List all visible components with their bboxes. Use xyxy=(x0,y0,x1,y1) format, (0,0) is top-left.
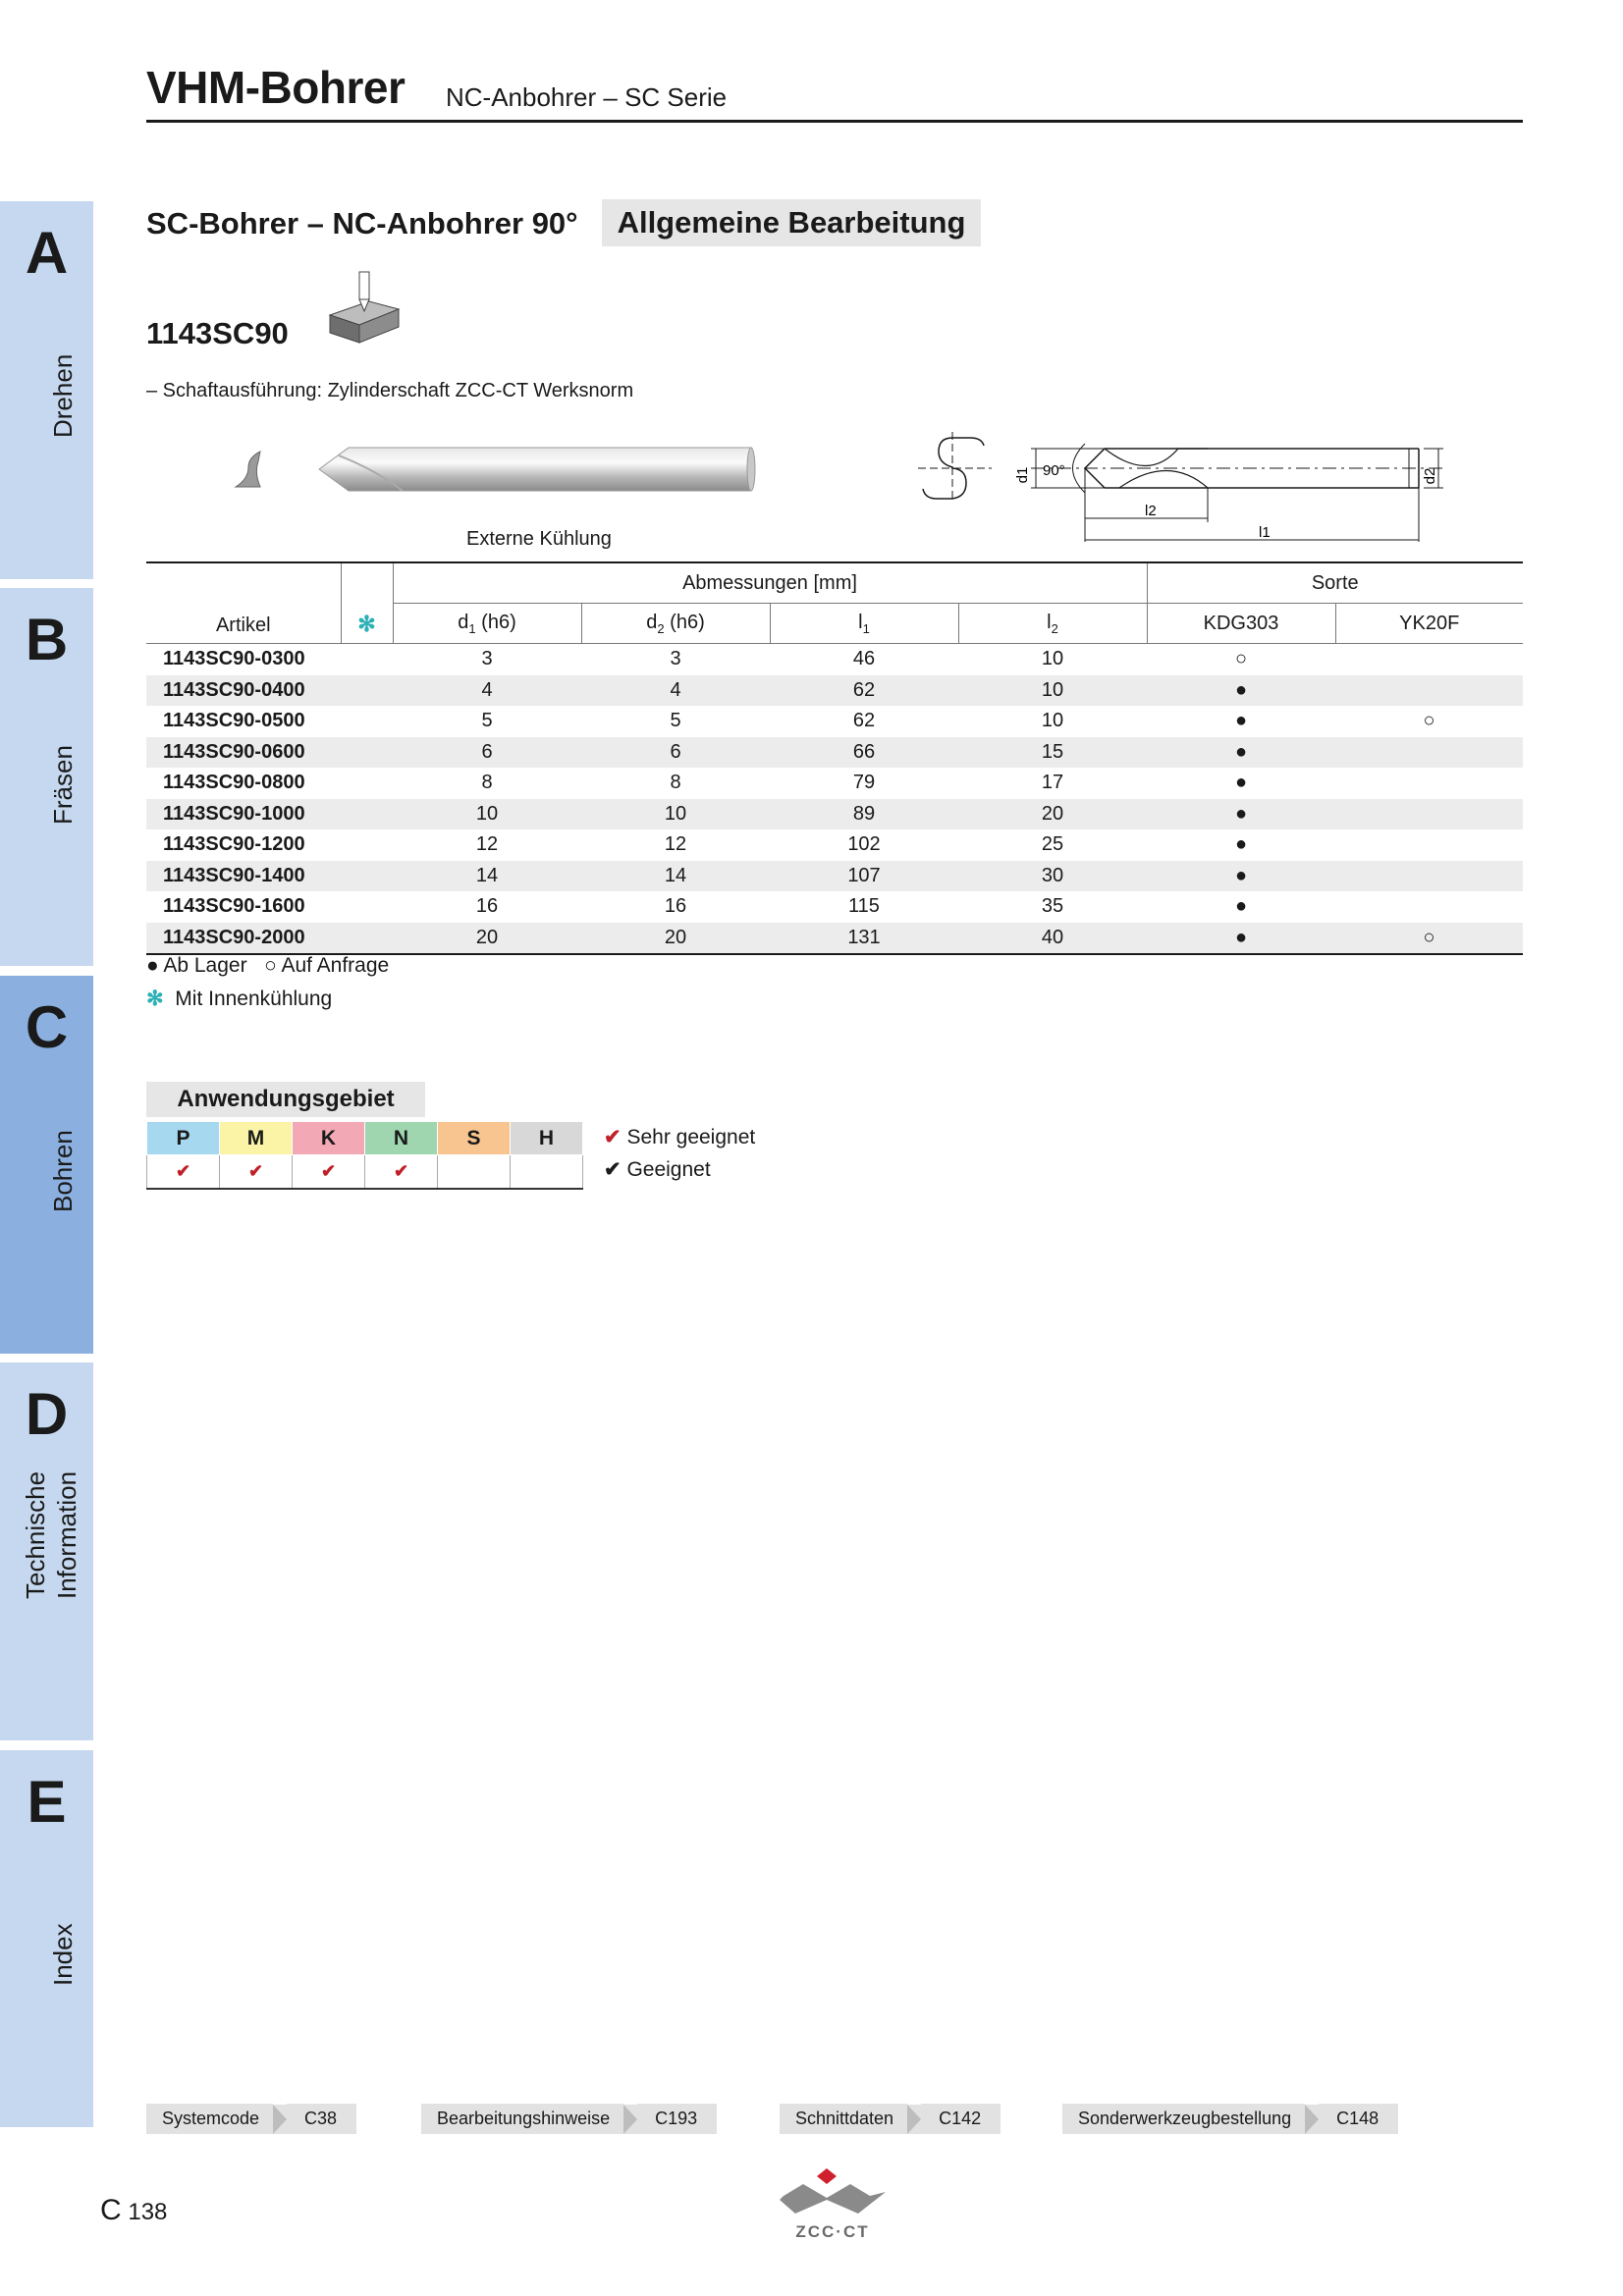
col-l2-header: $l_2$ xyxy=(958,604,1147,644)
material-group-k: K xyxy=(293,1122,365,1155)
chevron-right-icon xyxy=(273,2105,287,2134)
grade1-cell: ● xyxy=(1147,923,1335,955)
article-cell: 1143SC90-2000 xyxy=(146,923,341,955)
side-tab-e[interactable] xyxy=(0,1750,93,2127)
l2-cell: 40 xyxy=(958,923,1147,955)
l2-cell: 20 xyxy=(958,799,1147,830)
black-check-icon: ✔ xyxy=(604,1158,622,1181)
grade2-cell: ○ xyxy=(1423,710,1435,732)
l1-cell: 131 xyxy=(770,923,958,955)
material-group-h: H xyxy=(511,1122,583,1155)
section-title: SC-Bohrer – NC-Anbohrer 90° xyxy=(146,206,578,240)
table-row xyxy=(146,675,1523,707)
grade1-cell: ● xyxy=(1234,833,1248,856)
table-row xyxy=(146,861,1523,892)
table-row xyxy=(146,923,1523,955)
article-cell: 1143SC90-0800 xyxy=(163,772,305,794)
ref-special-tool-order[interactable]: Sonderwerkzeugbestellung C148 xyxy=(1062,2104,1398,2134)
dim-angle-label: 90° xyxy=(1043,462,1065,479)
article-cell: 1143SC90-0300 xyxy=(163,648,305,670)
suitability-mark xyxy=(511,1155,583,1190)
tab-letter: C xyxy=(25,994,69,1060)
table-row xyxy=(146,829,1523,861)
group-dimensions-header: Abmessungen [mm] xyxy=(393,562,1147,604)
coolant-icon: ✻ xyxy=(146,988,164,1010)
l2-cell: 25 xyxy=(1041,833,1064,856)
d1-cell: 16 xyxy=(475,895,499,918)
d2-cell: 8 xyxy=(670,772,681,794)
grade1-cell: ● xyxy=(1234,710,1248,732)
chevron-right-icon xyxy=(1305,2105,1319,2134)
grade2-cell xyxy=(1335,829,1523,861)
l1-cell: 107 xyxy=(770,861,958,892)
d2-cell: 5 xyxy=(670,710,681,732)
tab-letter: A xyxy=(25,220,69,286)
legend-stock: ● Ab Lager xyxy=(146,954,247,977)
d1-cell: 20 xyxy=(393,923,581,955)
coolant-cell xyxy=(341,829,393,861)
d1-cell: 6 xyxy=(393,737,581,769)
article-cell: 1143SC90-0400 xyxy=(146,675,341,707)
coolant-legend xyxy=(146,987,332,1011)
d2-cell: 20 xyxy=(581,923,770,955)
grade2-cell xyxy=(1335,675,1523,707)
table-row xyxy=(146,891,1523,923)
dim-d1-label: d1 xyxy=(1014,466,1031,484)
side-tab-b[interactable] xyxy=(0,588,93,966)
col-grade2-header: YK20F xyxy=(1335,604,1523,644)
article-cell: 1143SC90-0500 xyxy=(163,710,305,732)
ref-cutting-data[interactable]: Schnittdaten C142 xyxy=(780,2104,1001,2134)
d2-cell: 14 xyxy=(581,861,770,892)
col-article-header: Artikel xyxy=(146,562,341,644)
table-row xyxy=(146,706,1523,737)
photo-caption: Externe Kühlung xyxy=(466,528,612,550)
l1-cell: 46 xyxy=(852,648,876,670)
l1-cell: 66 xyxy=(770,737,958,769)
dim-l1-label: l1 xyxy=(1259,524,1271,541)
table-row xyxy=(146,768,1523,799)
coolant-cell xyxy=(341,768,393,799)
grade2-cell xyxy=(1335,861,1523,892)
col-d1-header: $d_1$ (h6) xyxy=(393,604,581,644)
grade2-cell xyxy=(1335,768,1523,799)
page-title: VHM-Bohrer xyxy=(146,62,406,113)
d2-cell: 10 xyxy=(581,799,770,830)
coolant-cell xyxy=(341,675,393,707)
red-check-icon: ✔ xyxy=(604,1126,622,1148)
tab-label-2: Information xyxy=(52,1470,81,1599)
grade1-cell: ● xyxy=(1147,861,1335,892)
header-rule xyxy=(146,120,1523,123)
shank-note: – Schaftausführung: Zylinderschaft ZCC-CT Werksnorm xyxy=(146,380,634,401)
coolant-cell xyxy=(341,861,393,892)
side-tab-a[interactable] xyxy=(0,201,93,579)
coolant-cell xyxy=(341,737,393,769)
grade2-cell xyxy=(1335,891,1523,923)
l2-cell: 10 xyxy=(958,675,1147,707)
dim-l2-label: l2 xyxy=(1145,503,1157,519)
l2-cell: 10 xyxy=(1041,710,1064,732)
product-code: 1143SC90 xyxy=(146,316,289,350)
suitability-mark: ✔ xyxy=(220,1155,293,1190)
table-row xyxy=(146,737,1523,769)
legend-on-request: ○ Auf Anfrage xyxy=(264,954,390,977)
page-subtitle: NC-Anbohrer – SC Serie xyxy=(446,82,728,112)
d1-cell: 12 xyxy=(475,833,499,856)
table-row xyxy=(146,799,1523,830)
col-d2-header: $d_2$ (h6) xyxy=(581,604,770,644)
suitability-mark: ✔ xyxy=(147,1155,220,1190)
grade2-cell xyxy=(1335,644,1523,675)
l2-cell: 10 xyxy=(1041,648,1064,670)
dim-d2-label: d2 xyxy=(1422,467,1438,485)
l2-cell: 17 xyxy=(1041,772,1064,794)
tab-letter: D xyxy=(25,1381,69,1447)
l1-cell: 89 xyxy=(770,799,958,830)
application-title: Anwendungsgebiet xyxy=(146,1082,425,1117)
coolant-cell xyxy=(341,799,393,830)
l1-cell: 62 xyxy=(770,675,958,707)
d2-cell: 3 xyxy=(670,648,681,670)
l2-cell: 15 xyxy=(958,737,1147,769)
grade1-cell: ● xyxy=(1234,772,1248,794)
d1-cell: 8 xyxy=(481,772,493,794)
tab-label: Bohren xyxy=(48,1130,78,1212)
legend-suitable: ✔ Geeignet xyxy=(604,1158,711,1181)
group-grade-header: Sorte xyxy=(1147,562,1523,604)
coolant-cell xyxy=(341,706,393,737)
article-table xyxy=(146,561,1523,955)
d1-cell: 3 xyxy=(481,648,493,670)
d1-cell: 10 xyxy=(393,799,581,830)
d2-cell: 16 xyxy=(664,895,687,918)
col-l1-header: $l_1$ xyxy=(770,604,958,644)
article-cell: 1143SC90-0600 xyxy=(146,737,341,769)
table-row xyxy=(146,644,1523,675)
l2-cell: 30 xyxy=(958,861,1147,892)
suitability-mark: ✔ xyxy=(293,1155,365,1190)
technical-drawing xyxy=(913,424,1463,550)
legend-very-suitable: ✔ Sehr geeignet xyxy=(604,1126,756,1148)
article-cell: 1143SC90-1000 xyxy=(146,799,341,830)
ref-processing-notes[interactable]: Bearbeitungshinweise C193 xyxy=(421,2104,717,2134)
material-group-p: P xyxy=(147,1122,220,1155)
article-cell: 1143SC90-1600 xyxy=(163,895,305,918)
material-group-n: N xyxy=(365,1122,438,1155)
l1-cell: 62 xyxy=(852,710,876,732)
drill-photo xyxy=(231,440,761,499)
side-tab-d[interactable] xyxy=(0,1362,93,1740)
d2-cell: 4 xyxy=(581,675,770,707)
side-tab-c[interactable] xyxy=(0,976,93,1354)
d2-cell: 6 xyxy=(581,737,770,769)
grade1-cell: ● xyxy=(1234,895,1248,918)
tab-label: Technische xyxy=(21,1470,50,1599)
coolant-header-icon: ✻ xyxy=(341,562,393,644)
stock-legend xyxy=(146,954,389,978)
d1-cell: 5 xyxy=(481,710,493,732)
suitability-mark xyxy=(438,1155,511,1190)
grade2-cell: ○ xyxy=(1335,923,1523,955)
l1-cell: 115 xyxy=(848,895,880,918)
section-badge: Allgemeine Bearbeitung xyxy=(602,199,981,246)
d1-cell: 14 xyxy=(393,861,581,892)
tab-letter: B xyxy=(25,607,69,672)
coolant-cell xyxy=(341,923,393,955)
grade2-cell xyxy=(1335,737,1523,769)
page-number: C 138 xyxy=(100,2194,168,2226)
svg-text:ZCC·CT: ZCC·CT xyxy=(795,2222,870,2241)
grade1-cell: ○ xyxy=(1234,648,1248,670)
drilling-icon xyxy=(324,270,403,348)
article-cell: 1143SC90-1200 xyxy=(163,833,305,856)
l1-cell: 102 xyxy=(847,833,881,856)
grade1-cell: ● xyxy=(1147,799,1335,830)
chevron-right-icon xyxy=(907,2105,921,2134)
article-cell: 1143SC90-1400 xyxy=(146,861,341,892)
material-group-m: M xyxy=(220,1122,293,1155)
col-grade1-header: KDG303 xyxy=(1147,604,1335,644)
l2-cell: 35 xyxy=(1041,895,1064,918)
coolant-cell xyxy=(341,644,393,675)
d2-cell: 12 xyxy=(664,833,687,856)
legend-coolant: Mit Innenkühlung xyxy=(175,988,333,1010)
coolant-cell xyxy=(341,891,393,923)
tab-letter: E xyxy=(27,1769,67,1835)
tab-label: Drehen xyxy=(48,353,78,438)
ref-systemcode[interactable]: Systemcode C38 xyxy=(146,2104,356,2134)
application-table xyxy=(146,1121,583,1190)
tab-label: Index xyxy=(48,1923,78,1986)
tab-label: Fräsen xyxy=(48,745,78,825)
grade1-cell: ● xyxy=(1147,675,1335,707)
d1-cell: 4 xyxy=(393,675,581,707)
l1-cell: 79 xyxy=(852,772,876,794)
grade1-cell: ● xyxy=(1147,737,1335,769)
material-group-s: S xyxy=(438,1122,511,1155)
chevron-right-icon xyxy=(623,2105,637,2134)
suitability-mark: ✔ xyxy=(365,1155,438,1190)
zcc-ct-logo xyxy=(776,2164,893,2243)
grade2-cell xyxy=(1335,799,1523,830)
